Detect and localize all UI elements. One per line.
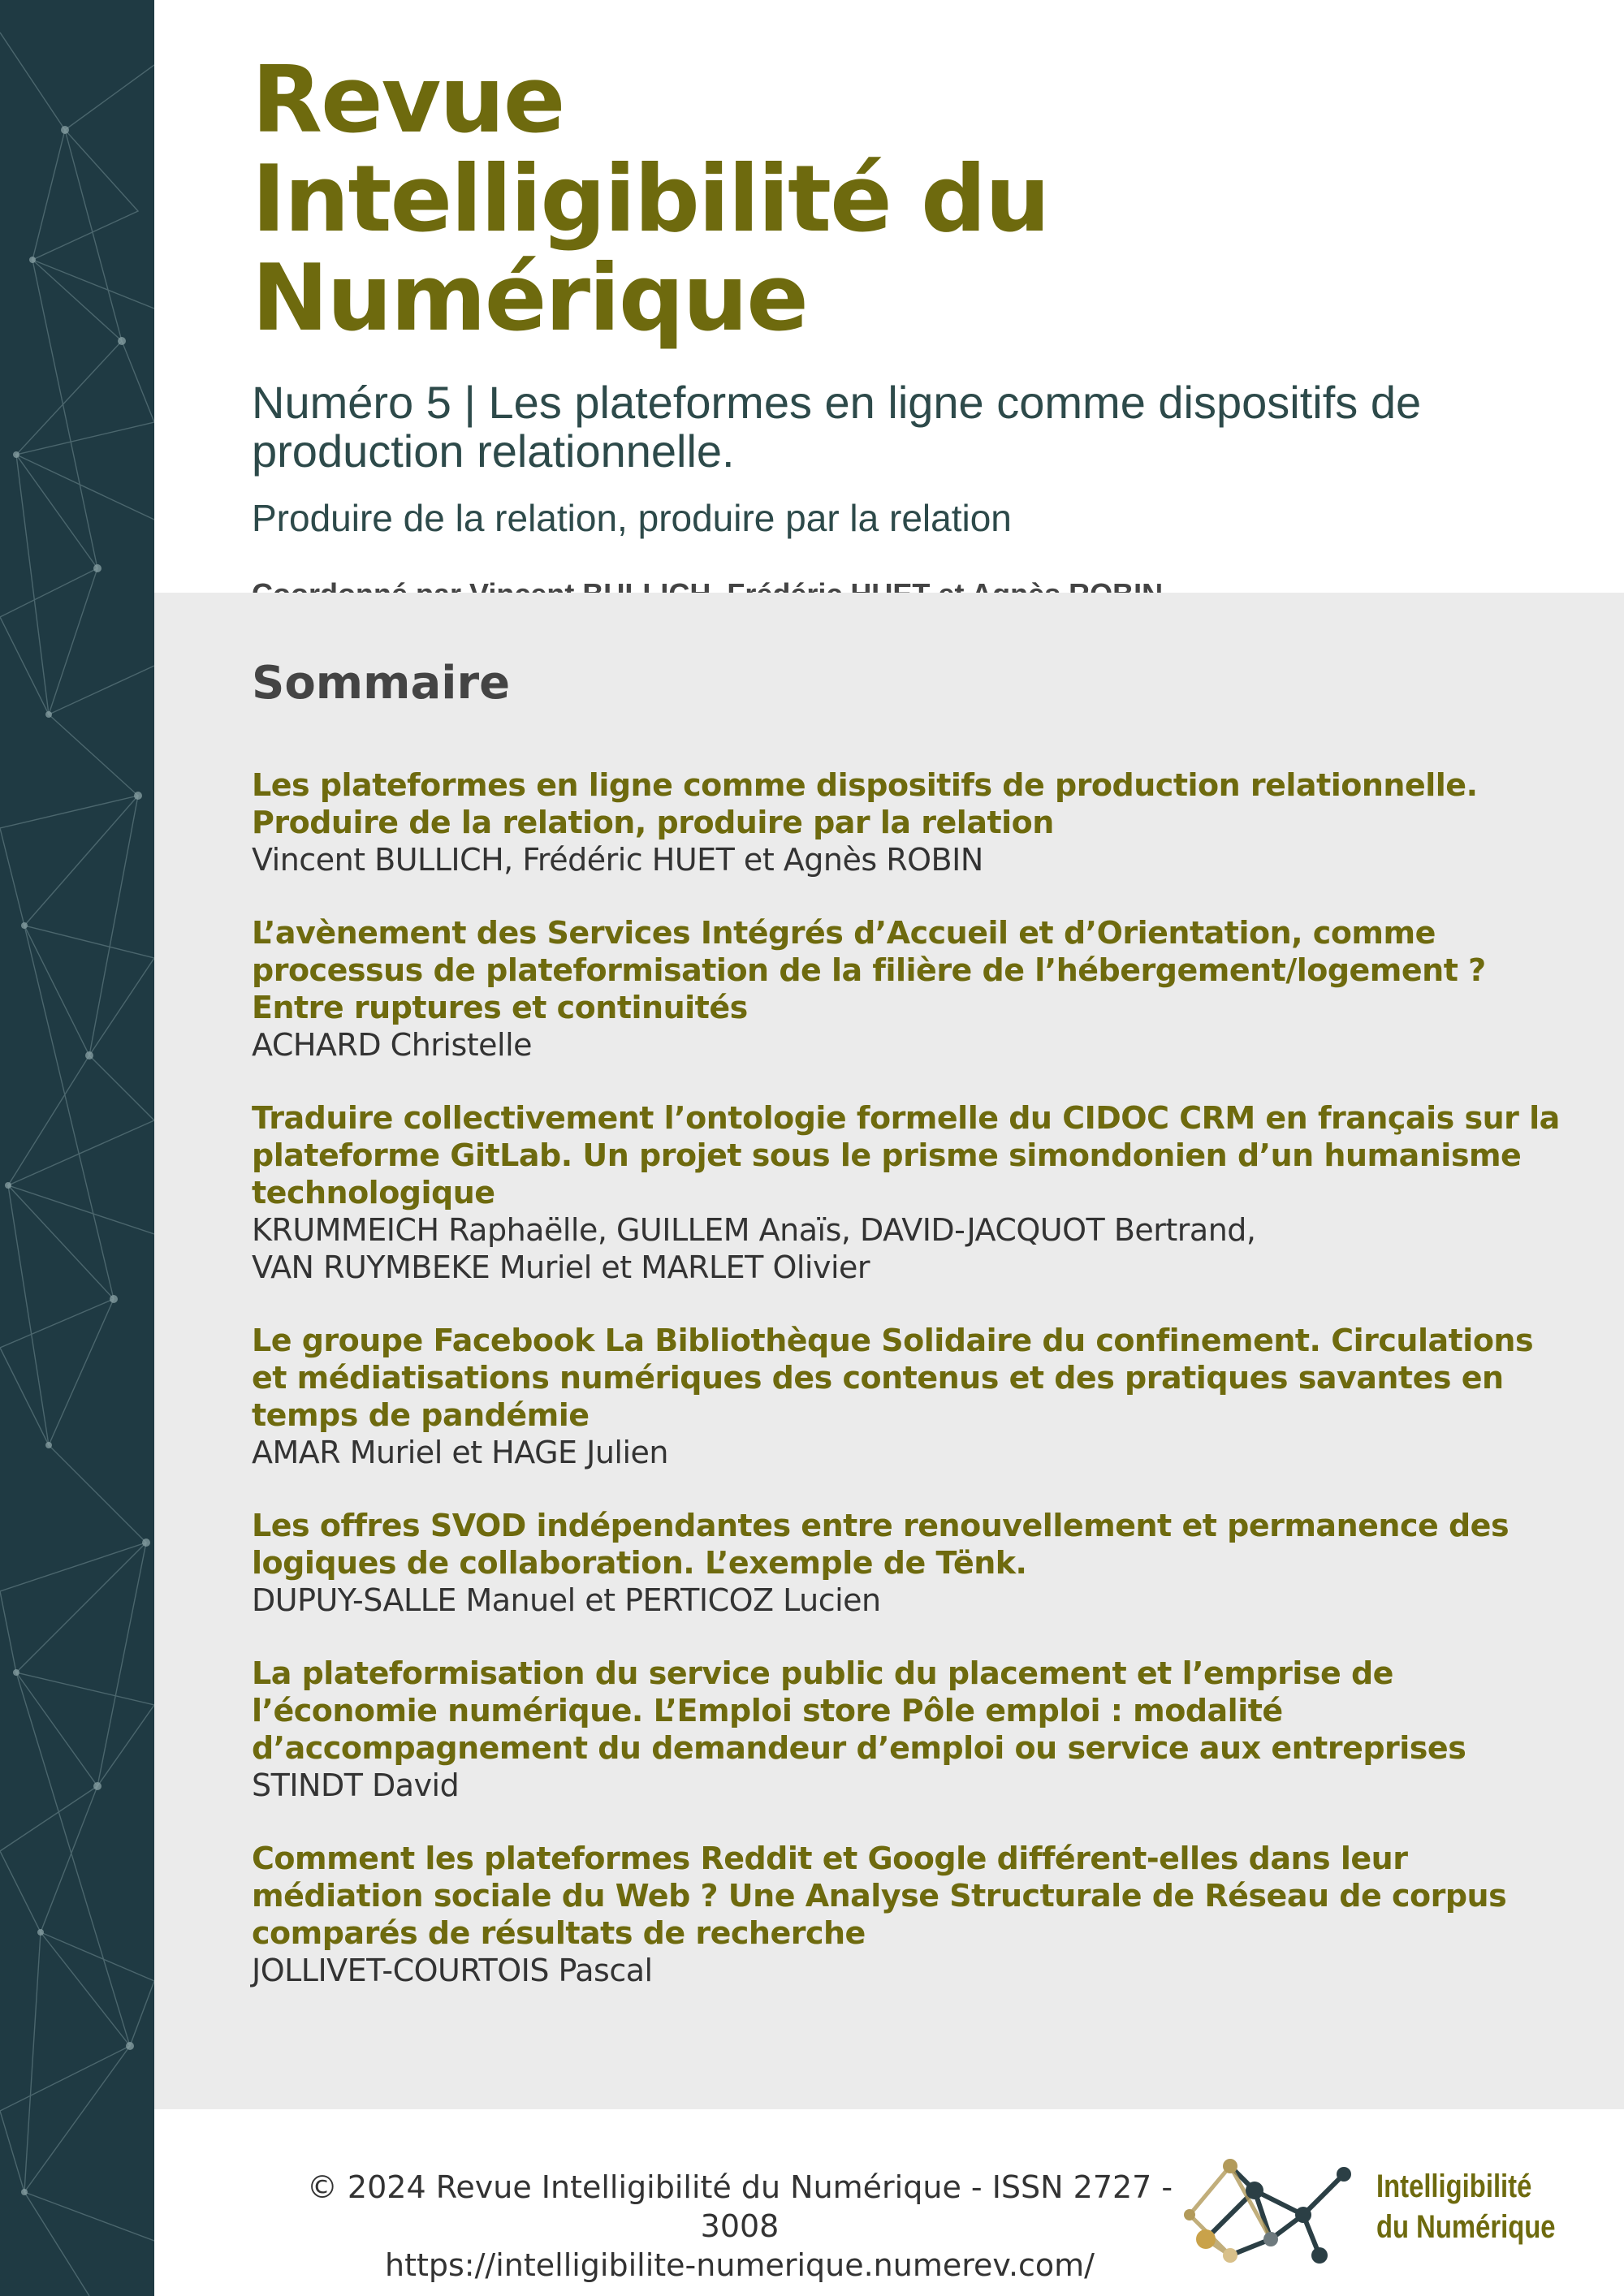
entry-authors-line2: VAN RUYMBEKE Muriel et MARLET Olivier xyxy=(252,1249,870,1285)
summary-entry xyxy=(252,1840,1567,1989)
summary-entry xyxy=(252,1099,1567,1286)
header xyxy=(252,46,1583,612)
entry-authors: ACHARD Christelle xyxy=(252,1027,533,1063)
journal-url-link[interactable]: https://intelligibilite-numerique.numerev.com/ xyxy=(385,2247,1095,2283)
journal-logo xyxy=(1181,2142,1604,2272)
network-logo-icon xyxy=(1181,2142,1376,2272)
logo-text-line2: du Numérique xyxy=(1376,2209,1556,2245)
issue-title: Numéro 5 | Les plateformes en ligne comme dispositifs de production relationnelle. xyxy=(252,377,1422,477)
summary-entry xyxy=(252,914,1567,1064)
entry-title[interactable]: Traduire collectivement l’ontologie formelle du CIDOC CRM en français sur la plateforme GitLab. Un projet sous le prisme simondonien d’un humanisme technologique xyxy=(252,1100,1560,1211)
entry-authors: JOLLIVET-COURTOIS Pascal xyxy=(252,1953,653,1988)
copyright-notice xyxy=(273,2168,1207,2285)
entry-authors: STINDT David xyxy=(252,1767,460,1803)
entry-title[interactable]: Les offres SVOD indépendantes entre renouvellement et permanence des logiques de collaboration. L’exemple de Tënk. xyxy=(252,1508,1510,1581)
footer xyxy=(154,2109,1624,2296)
summary-entry xyxy=(252,1507,1567,1619)
summary-entry xyxy=(252,1322,1567,1471)
summary-title: Sommaire xyxy=(252,657,511,710)
entry-authors: KRUMMEICH Raphaëlle, GUILLEM Anaïs, DAVID-JACQUOT Bertrand, xyxy=(252,1212,1256,1248)
journal-title-line1: Revue xyxy=(252,46,564,153)
copyright-text: © 2024 Revue Intelligibilité du Numérique - ISSN 2727 - 3008 xyxy=(306,2169,1173,2244)
decorative-network-sidebar xyxy=(0,0,154,2296)
journal-title-line2: Intelligibilité du Numérique xyxy=(252,145,1049,352)
network-pattern-icon xyxy=(0,0,154,2296)
summary-section xyxy=(154,593,1624,2109)
entry-title[interactable]: Les plateformes en ligne comme dispositifs de production relationnelle. Produire de la relation, produire par la relation xyxy=(252,767,1478,840)
summary-entry xyxy=(252,766,1567,878)
entry-authors: Vincent BULLICH, Frédéric HUET et Agnès ROBIN xyxy=(252,842,983,878)
summary-entry xyxy=(252,1655,1567,1804)
entry-title[interactable]: Comment les plateformes Reddit et Google différent-elles dans leur médiation sociale du Web ? Une Analyse Structurale de Réseau de corpus comparés de résultats de recherche xyxy=(252,1841,1507,1951)
entry-title[interactable]: La plateformisation du service public du placement et l’emprise de l’économie numérique. L’Emploi store Pôle emploi : modalité d’accompagnement du demandeur d’emploi ou service aux entreprises xyxy=(252,1655,1466,1766)
logo-text xyxy=(1376,2166,1556,2247)
entry-authors: DUPUY-SALLE Manuel et PERTICOZ Lucien xyxy=(252,1582,881,1618)
logo-text-line1: Intelligibilité xyxy=(1376,2169,1532,2204)
journal-title xyxy=(252,46,1583,352)
entry-title[interactable]: Le groupe Facebook La Bibliothèque Solidaire du confinement. Circulations et médiatisations numériques des contenus et des pratiques savantes en temps de pandémie xyxy=(252,1323,1534,1433)
issue-subtitle: Produire de la relation, produire par la relation xyxy=(252,497,1012,539)
entry-authors: AMAR Muriel et HAGE Julien xyxy=(252,1435,668,1470)
entry-title[interactable]: L’avènement des Services Intégrés d’Accueil et d’Orientation, comme processus de plateformisation de la filière de l’hébergement/logement ? Entre ruptures et continuités xyxy=(252,915,1486,1025)
